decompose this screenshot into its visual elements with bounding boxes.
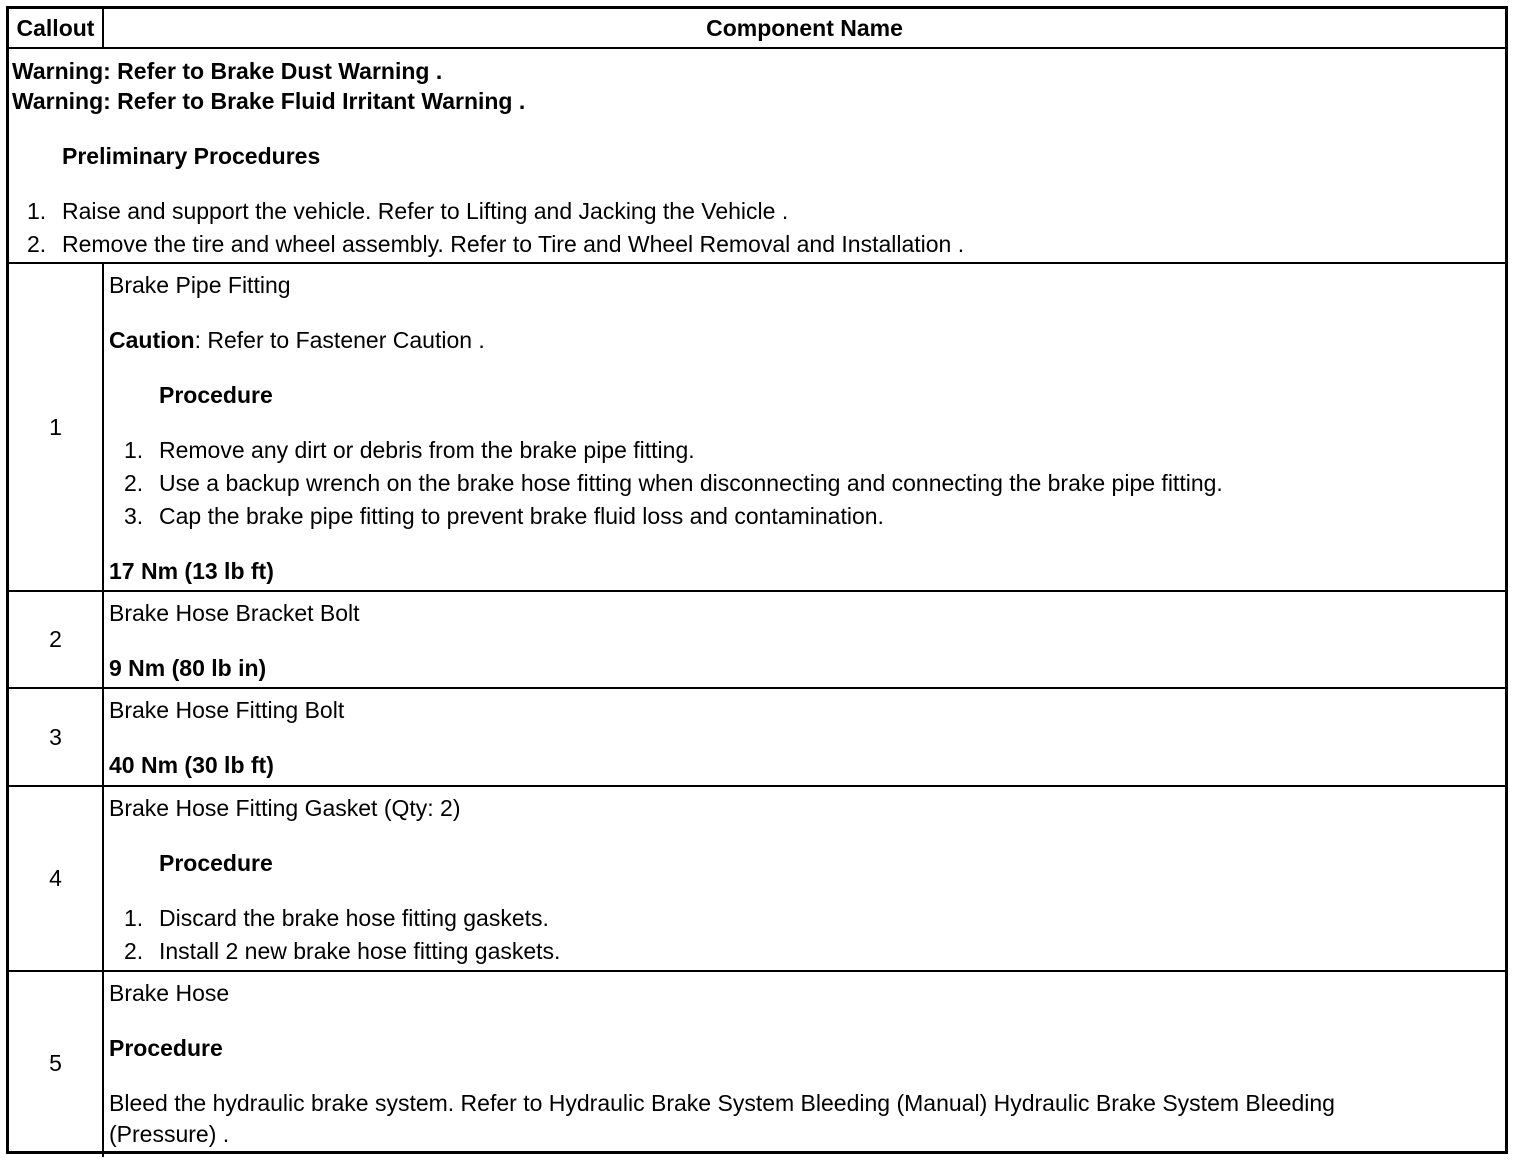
prelim-step-number: 2. <box>27 231 47 257</box>
preliminary-section <box>9 49 1505 262</box>
table-row <box>9 972 1505 1154</box>
step-number: 2. <box>124 470 144 496</box>
caution-text: : Refer to Fastener Caution . <box>194 327 485 353</box>
callout-header-label: Callout <box>16 15 95 41</box>
component-name: Brake Hose <box>109 980 230 1006</box>
caution-label: Caution <box>109 327 195 353</box>
component-cell <box>109 972 1499 1154</box>
brake-dust-warning: Warning: Refer to Brake Dust Warning . <box>12 58 443 84</box>
component-name: Brake Hose Bracket Bolt <box>109 600 360 626</box>
component-cell <box>109 787 1499 970</box>
step-text: Discard the brake hose fitting gaskets. <box>159 905 549 931</box>
step-number: 1. <box>124 437 144 463</box>
procedure-title: Procedure <box>109 1035 223 1061</box>
callout-number: 2 <box>49 626 62 652</box>
component-cell <box>109 592 1499 687</box>
step-number: 2. <box>124 938 144 964</box>
step-number: 3. <box>124 503 144 529</box>
callout-number: 4 <box>49 865 62 891</box>
callout-number: 5 <box>49 1049 62 1076</box>
component-column-header <box>104 9 1505 48</box>
callout-cell <box>9 264 102 590</box>
callout-cell <box>9 689 102 785</box>
torque-spec: 40 Nm (30 lb ft) <box>109 752 274 778</box>
callout-column-header <box>9 9 102 48</box>
callout-cell <box>9 972 102 1154</box>
procedure-table <box>6 6 1508 1154</box>
component-name: Brake Pipe Fitting <box>109 272 291 298</box>
torque-spec: 17 Nm (13 lb ft) <box>109 558 274 584</box>
procedure-title: Procedure <box>159 382 273 408</box>
callout-cell <box>9 787 102 970</box>
prelim-step-text: Raise and support the vehicle. Refer to Lifting and Jacking the Vehicle . <box>62 198 789 224</box>
procedure-title: Procedure <box>159 850 273 876</box>
prelim-step-number: 1. <box>27 198 47 224</box>
step-text: Remove any dirt or debris from the brake pipe fitting. <box>159 437 695 463</box>
callout-number: 3 <box>49 723 62 750</box>
table-row <box>9 787 1505 970</box>
component-cell <box>109 264 1499 590</box>
brake-fluid-warning: Warning: Refer to Brake Fluid Irritant Warning . <box>12 88 526 114</box>
header-divider <box>102 9 104 48</box>
table-row <box>9 592 1505 687</box>
component-name: Brake Hose Fitting Bolt <box>109 697 345 723</box>
step-text: Use a backup wrench on the brake hose fitting when disconnecting and connecting the brake pipe fitting. <box>159 470 1223 496</box>
component-name: Brake Hose Fitting Gasket (Qty: 2) <box>109 795 461 821</box>
component-header-label: Component Name <box>706 15 903 41</box>
component-cell <box>109 689 1499 785</box>
step-text: Install 2 new brake hose fitting gaskets. <box>159 938 561 964</box>
prelim-step-text: Remove the tire and wheel assembly. Refer to Tire and Wheel Removal and Installation . <box>62 231 965 257</box>
torque-spec: 9 Nm (80 lb in) <box>109 655 267 681</box>
step-number: 1. <box>124 905 144 931</box>
procedure-text-continued: (Pressure) . <box>109 1121 230 1147</box>
step-text: Cap the brake pipe fitting to prevent brake fluid loss and contamination. <box>159 503 884 529</box>
procedure-text: Bleed the hydraulic brake system. Refer to Hydraulic Brake System Bleeding (Manual) Hydraulic Brake System Bleeding <box>109 1090 1335 1116</box>
table-row <box>9 264 1505 590</box>
callout-number: 1 <box>49 413 62 440</box>
table-row <box>9 689 1505 785</box>
preliminary-procedures-title: Preliminary Procedures <box>62 143 321 169</box>
caution-note <box>109 324 485 357</box>
callout-cell <box>9 592 102 687</box>
table-header-row <box>9 9 1505 48</box>
